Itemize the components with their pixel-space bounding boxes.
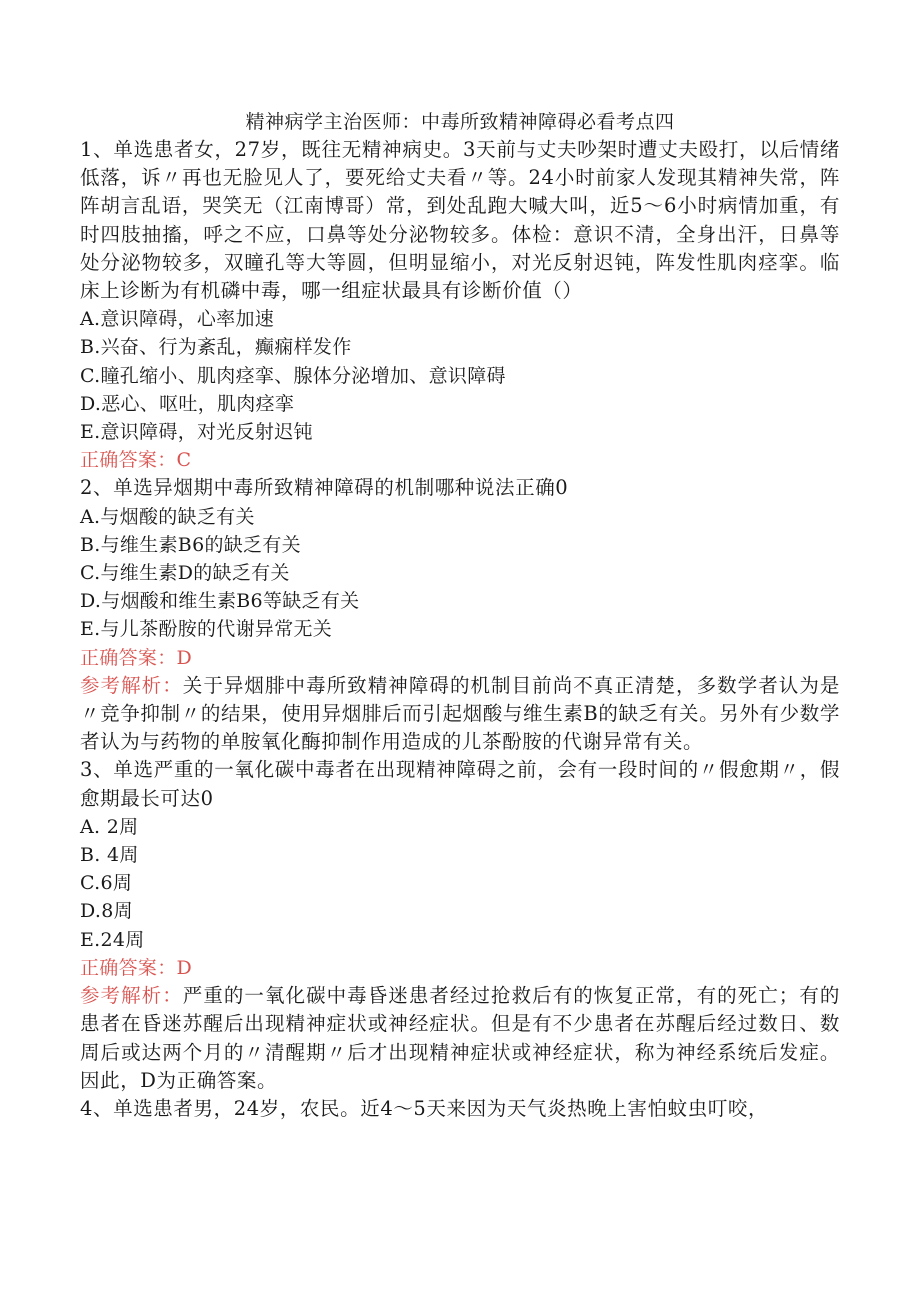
option-a: A.与烟酸的缺乏有关 bbox=[80, 505, 255, 528]
option-a: A. 2周 bbox=[80, 815, 139, 838]
question-stem: 2、单选异烟期中毒所致精神障碍的机制哪种说法正确0 bbox=[80, 476, 569, 500]
analysis-label: 参考解析： bbox=[80, 673, 183, 697]
question-1 bbox=[80, 136, 840, 474]
option-a: A.意识障碍，心率加速 bbox=[80, 308, 275, 331]
question-4 bbox=[80, 1095, 840, 1123]
option-b: B. 4周 bbox=[80, 844, 139, 867]
analysis-paragraph bbox=[80, 982, 840, 1095]
option-d: D.恶心、呕吐，肌肉痉挛 bbox=[80, 392, 295, 415]
question-stem: 1、单选患者女，27岁，既往无精神病史。3天前与丈夫吵架时遭丈夫殴打，以后情绪低落，诉〃再也无脸见人了，要死给丈夫看〃等。24小时前家人发现其精神失常，阵阵胡言乱语，哭笑无（江南博哥）常，到处乱跑大喊大叫，近5～6小时病情加重，有时四肢抽搐，呼之不应，口鼻等处分泌物较多。体检：意识不清，全身出汗，日鼻等处分泌物较多，双瞳孔等大等圆，但明显缩小，对光反射迟钝，阵发性肌肉痉挛。临床上诊断为有机磷中毒，哪一组症状最具有诊断价值（） bbox=[80, 138, 840, 303]
option-d: D.与烟酸和维生素B6等缺乏有关 bbox=[80, 590, 360, 613]
question-2 bbox=[80, 474, 840, 756]
option-d: D.8周 bbox=[80, 900, 133, 923]
option-e: E.与儿茶酚胺的代谢异常无关 bbox=[80, 618, 333, 641]
correct-answer: 正确答案：C bbox=[80, 449, 192, 472]
correct-answer: 正确答案：D bbox=[80, 956, 193, 979]
option-c: C.6周 bbox=[80, 872, 133, 895]
option-c: C.与维生素D的缺乏有关 bbox=[80, 562, 290, 585]
option-b: B.兴奋、行为紊乱，癫痫样发作 bbox=[80, 336, 352, 359]
option-e: E.意识障碍，对光反射迟钝 bbox=[80, 421, 313, 444]
document-title: 精神病学主治医师：中毒所致精神障碍必看考点四 bbox=[245, 111, 675, 133]
analysis-text: 严重的一氧化碳中毒昏迷患者经过抢救后有的恢复正常，有的死亡；有的患者在昏迷苏醒后出现精神症状或神经症状。但是有不少患者在苏醒后经过数日、数周后或达两个月的〃清醒期〃后才出现精神症状或神经症状，称为神经系统后发症。因此，D为正确答案。 bbox=[80, 984, 840, 1092]
question-3 bbox=[80, 756, 840, 1094]
analysis-paragraph bbox=[80, 672, 840, 757]
document-page bbox=[80, 108, 840, 1123]
analysis-label: 参考解析： bbox=[80, 984, 183, 1008]
option-b: B.与维生素B6的缺乏有关 bbox=[80, 533, 301, 556]
correct-answer: 正确答案：D bbox=[80, 646, 193, 669]
analysis-text: 关于异烟腓中毒所致精神障碍的机制目前尚不真正清楚，多数学者认为是〃竞争抑制〃的结果，使用异烟腓后而引起烟酸与维生素B的缺乏有关。另外有少数学者认为与药物的单胺氧化酶抑制作用造成的儿茶酚胺的代谢异常有关。 bbox=[80, 673, 840, 754]
option-e: E.24周 bbox=[80, 928, 145, 951]
question-stem: 4、单选患者男，24岁，农民。近4～5天来因为天气炎热晚上害怕蚊虫叮咬， bbox=[80, 1096, 769, 1120]
question-stem: 3、单选严重的一氧化碳中毒者在出现精神障碍之前，会有一段时间的〃假愈期〃，假愈期最长可达0 bbox=[80, 758, 840, 810]
option-c: C.瞳孔缩小、肌肉痉挛、腺体分泌增加、意识障碍 bbox=[80, 364, 506, 387]
